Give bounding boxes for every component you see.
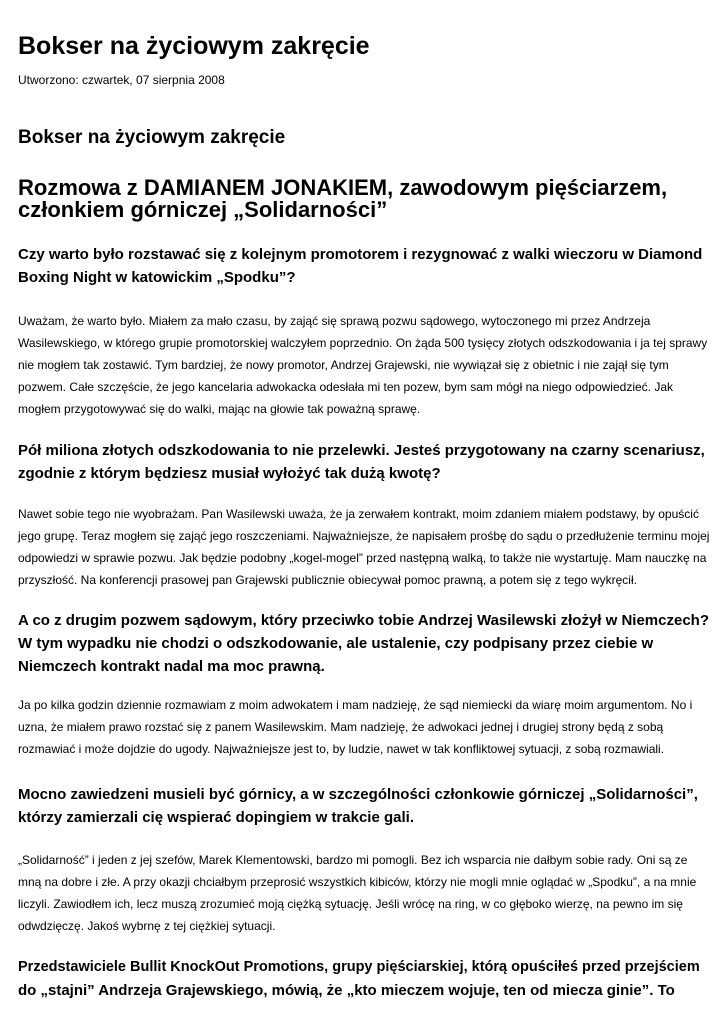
answer-line: odwdzięczę. Jakoś wybrnę z tej ciężkiej sytuacji. [18,919,276,933]
created-date: Utworzono: czwartek, 07 sierpnia 2008 [18,73,225,87]
article-subtitle [18,177,710,221]
document-title: Bokser na życiowym zakręcie [18,32,370,60]
answer-line: „Solidarność” i jeden z jej szefów, Marek Klementowski, bardzo mi pomogli. Bez ich wsparcia nie dałbym sobie rady. Oni są ze [18,853,688,867]
answer-line: nie mogłem tak zostawić. Tym bardziej, że nowy promotor, Andrzej Grajewski, nie wywiązał się z obietnic i nie zajął się tym [18,358,669,372]
answer-line: mogłem przygotowywać się do walki, mając na głowie tak poważną sprawę. [18,402,421,416]
answer-4 [18,849,710,937]
answer-line: odpowiedzi w sprawie pozwu. Jak będzie podobny „kogel-mogel” przed następną walką, to także nie wystartuję. Mam nauczkę na [18,551,707,565]
answer-line: Nawet sobie tego nie wyobrażam. Pan Wasilewski uważa, że ja zerwałem kontrakt, moim zdaniem miałem podstawy, by opuścić [18,507,699,521]
answer-line: pozwem. Całe szczęście, że jego kancelaria adwokacka odesłała mi ten pozew, bym sam mógł na niego odpowiedzieć. Jak [18,380,674,394]
question-line: Boxing Night w katowickim „Spodku”? [18,269,296,286]
answer-line: jego grupę. Teraz mogłem się zająć jego roszczeniami. Najważniejsze, że napisałem prośbę do sądu o przedłużenie terminu mojej [18,529,710,543]
question-3 [18,609,710,678]
answer-line: liczyli. Zawiodłem ich, lecz muszą zrozumieć moją ciężką sytuację. Jeśli wrócę na ring, w co głęboko wierzę, na pewno im się [18,897,683,911]
answer-line: uzna, że miałem prawo rozstać się z panem Wasilewskim. Mam nadzieję, że adwokaci jednej i drugiej strony będą z sobą [18,720,664,734]
question-2 [18,439,710,485]
answer-line: mną na dobre i złe. A przy okazji chciałbym przeprosić wszystkich kibiców, którzy nie mogli mnie oglądać w „Spodku”, a na mnie [18,875,697,889]
question-4 [18,783,710,829]
answer-3 [18,694,710,760]
answer-2 [18,503,710,591]
question-line: którzy zamierzali cię wspierać dopingiem w trakcie gali. [18,809,414,826]
question-line: Czy warto było rozstawać się z kolejnym promotorem i rezygnować z walki wieczoru w Diamond [18,246,703,263]
article-title: Bokser na życiowym zakręcie [18,127,286,148]
question-line: Mocno zawiedzeni musieli być górnicy, a w szczególności członkowie górniczej „Solidarności”, [18,786,698,803]
question-line: zgodnie z którym będziesz musiał wyłożyć tak dużą kwotę? [18,465,441,482]
answer-line: Uważam, że warto było. Miałem za mało czasu, by zająć się sprawą pozwu sądowego, wytoczonego mi przez Andrzeja [18,314,651,328]
answer-line: rozmawiać i może dojdzie do ugody. Najważniejsze jest to, by ludzie, nawet w tak konfliktowej sytuacji, z sobą rozmawiali. [18,742,665,756]
answer-line: Ja po kilka godzin dziennie rozmawiam z moim adwokatem i mam nadzieję, że sąd niemiecki da wiarę moim argumentom. No i [18,698,693,712]
answer-1 [18,310,710,420]
answer-line: Wasilewskiego, w którego grupie promotorskiej walczyłem poprzednio. On żąda 500 tysięcy złotych odszkodowania i ja tej sprawy [18,336,708,350]
question-line: W tym wypadku nie chodzi o odszkodowanie, ale ustalenie, czy podpisany przez ciebie w [18,635,654,652]
question-line: do „stajni” Andrzeja Grajewskiego, mówią, że „kto mieczem wojuje, ten od miecza ginie”. To [18,982,675,999]
question-line: Pół miliona złotych odszkodowania to nie przelewki. Jesteś przygotowany na czarny scenariusz, [18,442,705,459]
question-line: Niemczech kontrakt nadal ma moc prawną. [18,658,325,675]
question-line: A co z drugim pozwem sądowym, który przeciwko tobie Andrzej Wasilewski złożył w Niemczech? [18,612,709,629]
answer-line: przyszłość. Na konferencji prasowej pan Grajewski publicznie obiecywał pomoc prawną, a potem się z tego wykręcił. [18,573,637,587]
subtitle-line: członkiem górniczej „Solidarności” [18,197,388,222]
question-1 [18,243,710,289]
question-5 [18,956,710,1002]
subtitle-line: Rozmowa z DAMIANEM JONAKIEM, zawodowym pięściarzem, [18,175,668,200]
question-line: Przedstawiciele Bullit KnockOut Promotions, grupy pięściarskiej, którą opuściłeś przed przejściem [18,959,700,975]
